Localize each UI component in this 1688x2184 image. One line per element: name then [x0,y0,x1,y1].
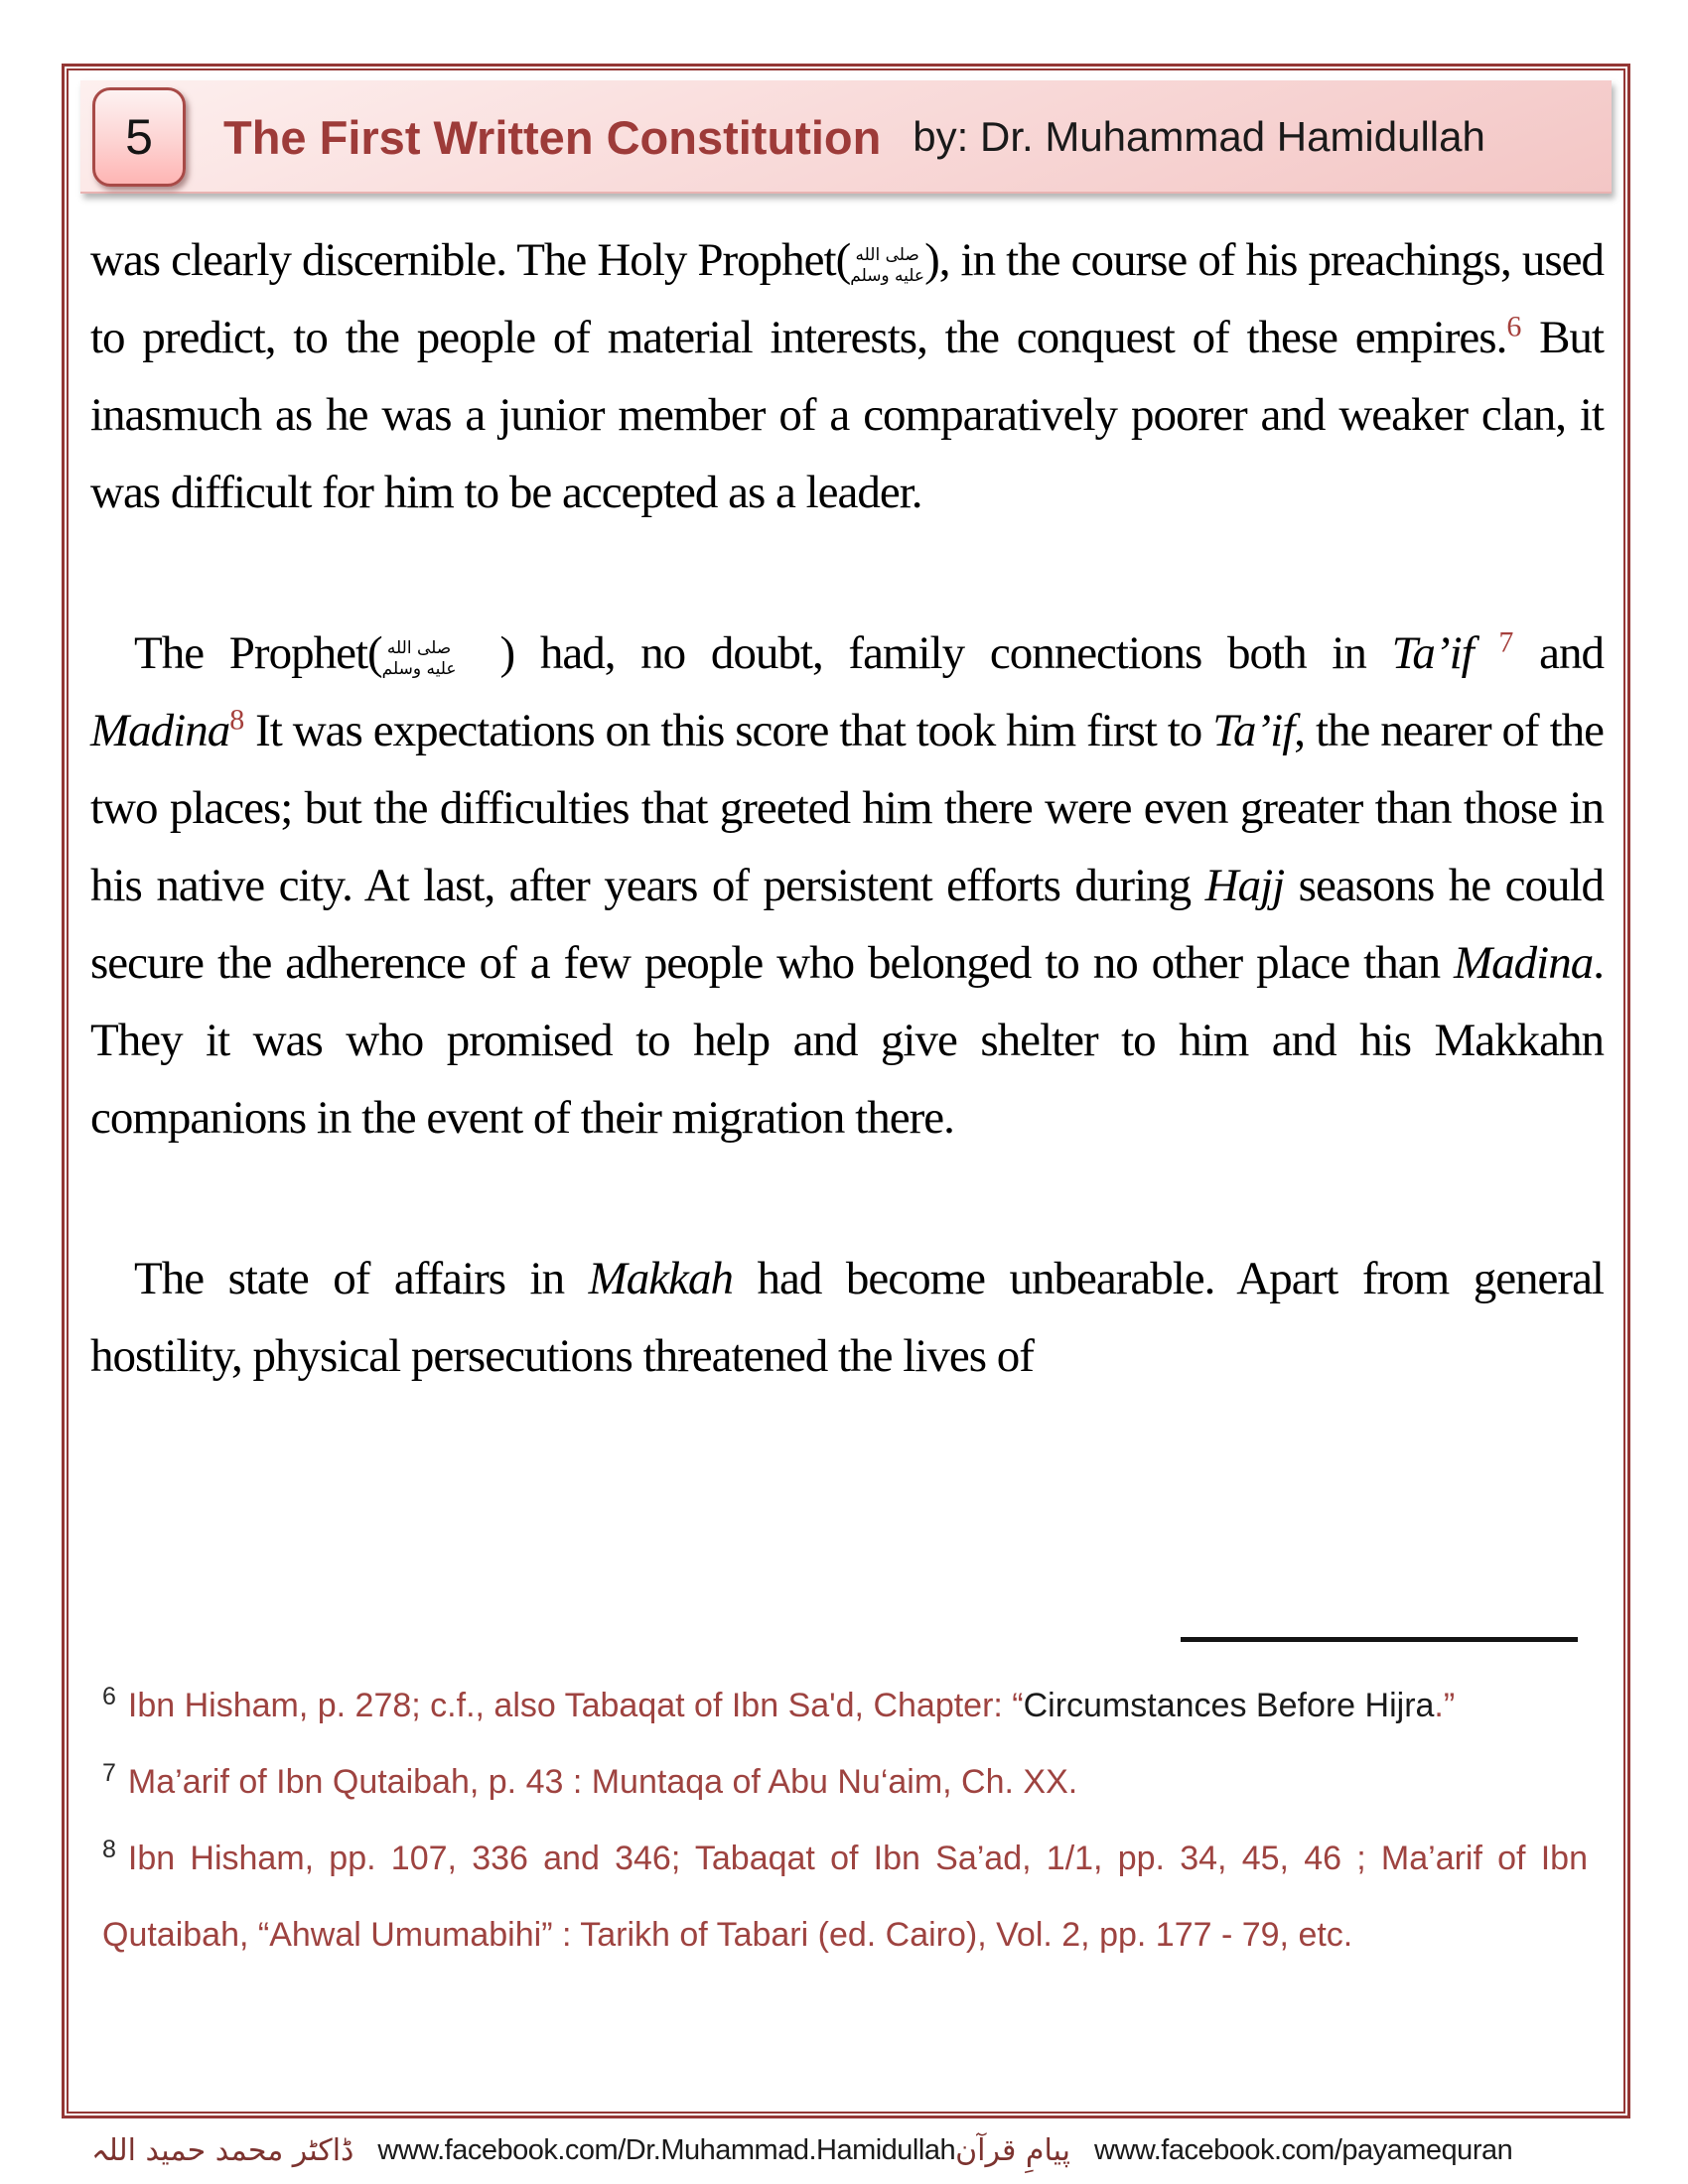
body-text [90,221,1604,1395]
page-footer [0,2122,1688,2178]
footer-right [955,2133,1512,2168]
byline: by: Dr. Muhammad Hamidullah [913,113,1485,160]
footnote-text: Ma’arif of Ibn Qutaibah, p. 43 : Muntaqa of Abu Nu‘aim, Ch. XX. [127,1763,1078,1801]
footer-left [91,2133,955,2168]
footnote-marker: 7 [102,1758,116,1787]
header-banner [80,80,1612,194]
text-run: and [1513,627,1604,679]
author-calligraphy: ڈاکٹر محمد حمید اللہ [91,2132,354,2168]
honorific-line: صلى الله [855,245,919,265]
footnote-marker: 6 [102,1682,116,1710]
page-border-inner [67,68,1625,2114]
text-run: . They it was who promised to help and give shelter to him and his Makkahn companions in the event of their migration there. [90,937,1604,1144]
footnote-ref: 8 [229,703,245,737]
text-run: ) had, no doubt, family connections both in [499,627,1392,679]
honorific-mark [850,245,924,287]
footnote-text-black: Circumstances Before Hijra [1023,1687,1435,1724]
footnote-text: Ibn Hisham, p. 278; c.f., also Tabaqat of Ibn Sa'd, Chapter: “ [127,1687,1024,1724]
text-run: The Prophet( [134,627,382,679]
text-run: , the nearer of the two places; but the difficulties that greeted him there were even greater than those in his native city. At last, after years of persistent efforts during [90,705,1605,911]
text-run [1474,627,1499,679]
page-content [78,78,1614,2104]
footnote-text: Ibn Hisham, pp. 107, 336 and 346; Tabaqat of Ibn Sa’ad, 1/1, pp. 34, 45, 46 ; Ma’arif of Ibn Qutaibah, “Ahwal Umumabihi” : Tarikh of Tabari (ed. Cairo), Vol. 2, pp. 177 - 79, etc. [102,1840,1588,1954]
page-number: 5 [125,109,153,165]
footer-left-url: www.facebook.com/Dr.Muhammad.Hamidullah [377,2133,956,2166]
italic-run: Ta’if [1391,627,1474,679]
page-number-box [92,87,186,187]
paragraph-1 [90,221,1604,531]
footnote-marker: 8 [102,1835,116,1863]
paragraph-3 [90,1240,1604,1395]
paragraph-2 [90,614,1604,1157]
footnote-ref: 6 [1506,310,1522,343]
page-border-outer [62,64,1630,2118]
page-title: The First Written Constitution [223,110,882,164]
footnote-separator [1181,1637,1578,1642]
footnote-section [100,1637,1592,1974]
italic-run: Madina [90,705,230,756]
italic-run: Hajj [1204,860,1285,911]
text-run: The state of affairs in [134,1253,589,1304]
footnote-8 [102,1821,1588,1974]
footnote-text: .” [1434,1687,1456,1724]
text-run: seasons he could secure the adherence of a few people who belonged to no other place than [90,860,1605,989]
text-run: ), in the course of his preachings, used to predict, to the people of material interests, the conquest of these empires. [90,234,1604,363]
italic-run: Makkah [588,1253,733,1304]
payamequran-calligraphy: پیامِ قرآن [955,2132,1070,2168]
italic-run: Madina [1454,937,1594,989]
honorific-line: عليه وسلم [850,266,925,286]
text-run: had become unbearable. Apart from general hostility, physical persecutions threatened the lives of [90,1253,1604,1382]
italic-run: Ta’if [1212,705,1295,756]
footnote-7 [102,1744,1588,1821]
footer-right-url: www.facebook.com/payamequran [1094,2133,1513,2166]
honorific-mark [382,638,500,680]
honorific-line: صلى الله [386,638,452,658]
footnotes [102,1668,1588,1974]
footnote-6 [102,1668,1588,1744]
footnote-ref: 7 [1498,625,1514,659]
text-run: It was expectations on this score that took him first to [244,705,1213,756]
text-run: But inasmuch as he was a junior member of a comparatively poorer and weaker clan, it was difficult for him to be accepted as a leader. [90,312,1604,518]
honorific-line: عليه وسلم [381,659,457,679]
text-run: was clearly discernible. The Holy Prophet( [90,234,851,286]
